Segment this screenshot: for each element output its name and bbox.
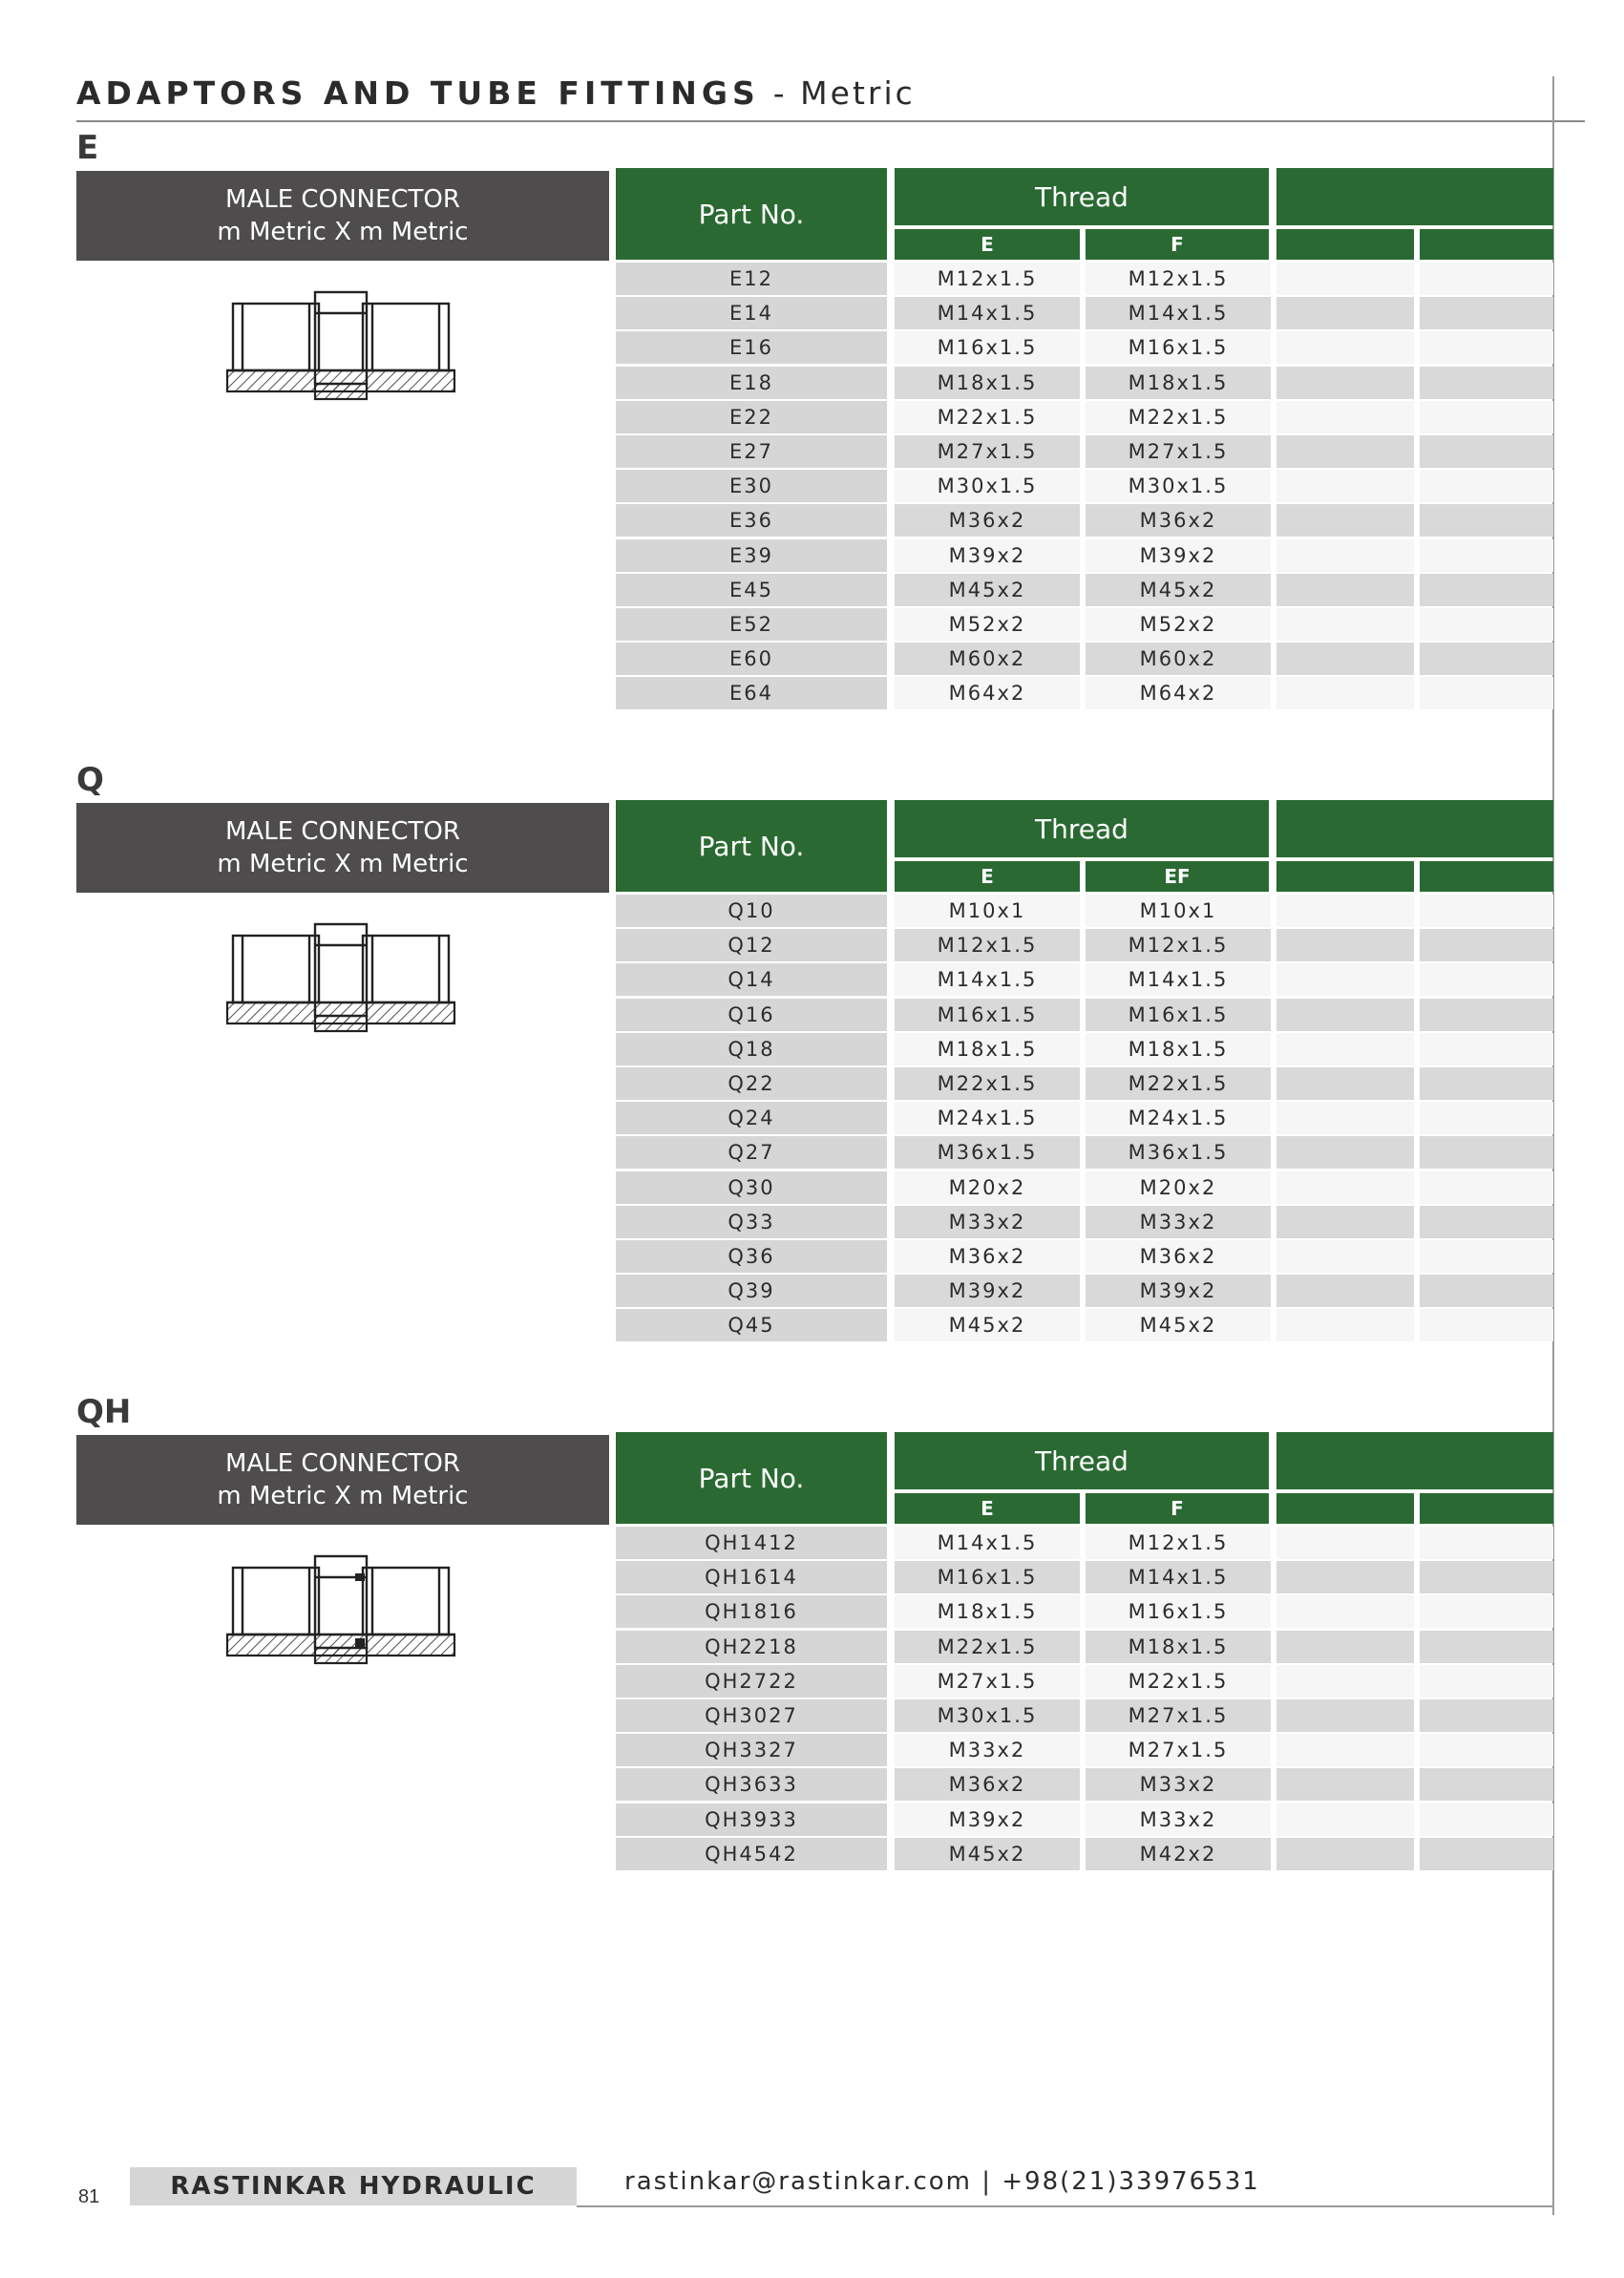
thread-f-cell: M22x1.5	[1086, 1067, 1271, 1100]
empty-cell	[1420, 1206, 1553, 1238]
thread-header: Thread	[895, 1432, 1269, 1489]
thread-f-cell: M24x1.5	[1086, 1102, 1271, 1134]
thread-f-cell: M16x1.5	[1086, 999, 1271, 1031]
empty-cell	[1420, 1631, 1553, 1663]
part-number-cell: QH3027	[616, 1699, 887, 1732]
empty-cell	[1420, 1033, 1553, 1065]
part-number-cell: QH1412	[616, 1527, 887, 1559]
empty-cell	[1420, 929, 1553, 961]
thread-e-cell: M22x1.5	[895, 1067, 1080, 1100]
blank-header	[1276, 800, 1553, 857]
table-row	[616, 677, 1553, 709]
part-number-cell: E18	[616, 367, 887, 399]
blank-subheader	[1420, 1493, 1553, 1524]
thread-f-cell: M14x1.5	[1086, 963, 1271, 996]
thread-col-e-header: E	[895, 1493, 1080, 1524]
empty-cell	[1276, 1561, 1414, 1593]
table-row	[616, 1275, 1553, 1307]
part-number-cell: E16	[616, 331, 887, 364]
thread-e-cell: M33x2	[895, 1206, 1080, 1238]
page-title	[76, 74, 916, 112]
product-description	[76, 803, 609, 893]
table-row	[616, 1665, 1553, 1698]
thread-e-cell: M12x1.5	[895, 263, 1080, 295]
part-number-cell: Q24	[616, 1102, 887, 1134]
thread-f-cell: M30x1.5	[1086, 470, 1271, 502]
part-number-cell: QH2218	[616, 1631, 887, 1663]
empty-cell	[1276, 1171, 1414, 1204]
empty-cell	[1276, 643, 1414, 675]
thread-f-cell: M27x1.5	[1086, 435, 1271, 468]
part-number-cell: E45	[616, 574, 887, 606]
thread-e-cell: M36x2	[895, 504, 1080, 537]
thread-f-cell: M36x1.5	[1086, 1136, 1271, 1169]
part-number-cell: Q39	[616, 1275, 887, 1307]
empty-cell	[1420, 1699, 1553, 1732]
thread-e-cell: M45x2	[895, 1838, 1080, 1870]
empty-cell	[1276, 999, 1414, 1031]
thread-f-cell: M27x1.5	[1086, 1734, 1271, 1766]
thread-col-e-header: E	[895, 861, 1080, 892]
empty-cell	[1276, 331, 1414, 364]
thread-f-cell: M20x2	[1086, 1171, 1271, 1204]
table-row	[616, 963, 1553, 996]
blank-subheader	[1420, 861, 1553, 892]
thread-e-cell: M33x2	[895, 1734, 1080, 1766]
table-row	[616, 895, 1553, 927]
thread-f-cell: M12x1.5	[1086, 1527, 1271, 1559]
empty-cell	[1276, 1136, 1414, 1169]
thread-f-cell: M16x1.5	[1086, 1595, 1271, 1628]
thread-f-cell: M42x2	[1086, 1838, 1271, 1870]
table-row	[616, 1240, 1553, 1273]
table-row	[616, 929, 1553, 961]
empty-cell	[1276, 1033, 1414, 1065]
thread-f-cell: M36x2	[1086, 504, 1271, 537]
part-number-cell: E60	[616, 643, 887, 675]
empty-cell	[1420, 470, 1553, 502]
thread-e-cell: M12x1.5	[895, 929, 1080, 961]
thread-f-cell: M18x1.5	[1086, 1631, 1271, 1663]
part-number-cell: QH3633	[616, 1768, 887, 1801]
empty-cell	[1420, 963, 1553, 996]
part-number-cell: E27	[616, 435, 887, 468]
thread-f-cell: M18x1.5	[1086, 367, 1271, 399]
table-row	[616, 1206, 1553, 1238]
table-row	[616, 1595, 1553, 1628]
thread-f-cell: M12x1.5	[1086, 929, 1271, 961]
table-row	[616, 367, 1553, 399]
thread-f-cell: M10x1	[1086, 895, 1271, 927]
thread-col-f-header: F	[1086, 1493, 1269, 1524]
product-name: MALE CONNECTOR	[225, 1449, 460, 1478]
table-row	[616, 504, 1553, 537]
part-number-cell: Q12	[616, 929, 887, 961]
empty-cell	[1420, 1838, 1553, 1870]
section-code: Q	[76, 761, 104, 799]
empty-cell	[1276, 574, 1414, 606]
part-number-cell: Q30	[616, 1171, 887, 1204]
table-row	[616, 401, 1553, 433]
empty-cell	[1276, 608, 1414, 641]
thread-e-cell: M10x1	[895, 895, 1080, 927]
empty-cell	[1420, 1665, 1553, 1698]
empty-cell	[1420, 1136, 1553, 1169]
thread-e-cell: M16x1.5	[895, 999, 1080, 1031]
empty-cell	[1276, 963, 1414, 996]
empty-cell	[1420, 574, 1553, 606]
blank-subheader	[1420, 229, 1553, 260]
empty-cell	[1276, 367, 1414, 399]
empty-cell	[1276, 470, 1414, 502]
empty-cell	[1276, 401, 1414, 433]
empty-cell	[1276, 1631, 1414, 1663]
empty-cell	[1420, 608, 1553, 641]
thread-f-cell: M45x2	[1086, 574, 1271, 606]
empty-cell	[1420, 1803, 1553, 1836]
empty-cell	[1420, 1561, 1553, 1593]
blank-header	[1276, 168, 1553, 225]
table-row	[616, 1102, 1553, 1134]
table-row	[616, 470, 1553, 502]
empty-cell	[1276, 1527, 1414, 1559]
empty-cell	[1276, 297, 1414, 329]
header-divider	[76, 120, 1585, 122]
table-row	[616, 1734, 1553, 1766]
thread-e-cell: M18x1.5	[895, 367, 1080, 399]
empty-cell	[1276, 1768, 1414, 1801]
thread-f-cell: M22x1.5	[1086, 401, 1271, 433]
part-number-cell: Q10	[616, 895, 887, 927]
product-description	[76, 171, 609, 261]
thread-e-cell: M22x1.5	[895, 1631, 1080, 1663]
part-number-cell: Q22	[616, 1067, 887, 1100]
empty-cell	[1420, 1309, 1553, 1341]
empty-cell	[1276, 435, 1414, 468]
table-row	[616, 1033, 1553, 1065]
thread-e-cell: M64x2	[895, 677, 1080, 709]
table-row	[616, 263, 1553, 295]
empty-cell	[1276, 1240, 1414, 1273]
thread-f-cell: M52x2	[1086, 608, 1271, 641]
empty-cell	[1420, 1240, 1553, 1273]
empty-cell	[1276, 1309, 1414, 1341]
section-code: E	[76, 129, 99, 167]
empty-cell	[1276, 539, 1414, 572]
part-number-cell: E36	[616, 504, 887, 537]
thread-f-cell: M27x1.5	[1086, 1699, 1271, 1732]
blank-subheader	[1276, 1493, 1414, 1524]
thread-f-cell: M12x1.5	[1086, 263, 1271, 295]
table-row	[616, 1838, 1553, 1870]
part-number-cell: QH2722	[616, 1665, 887, 1698]
empty-cell	[1276, 1102, 1414, 1134]
part-number-cell: Q27	[616, 1136, 887, 1169]
empty-cell	[1420, 297, 1553, 329]
thread-f-cell: M33x2	[1086, 1768, 1271, 1801]
thread-e-cell: M18x1.5	[895, 1033, 1080, 1065]
table-row	[616, 297, 1553, 329]
empty-cell	[1276, 1595, 1414, 1628]
product-name: MALE CONNECTOR	[225, 817, 460, 846]
part-number-cell: E22	[616, 401, 887, 433]
empty-cell	[1276, 895, 1414, 927]
thread-f-cell: M33x2	[1086, 1803, 1271, 1836]
fitting-drawing	[221, 275, 460, 409]
thread-e-cell: M14x1.5	[895, 963, 1080, 996]
empty-cell	[1420, 1102, 1553, 1134]
thread-f-cell: M22x1.5	[1086, 1665, 1271, 1698]
thread-e-cell: M22x1.5	[895, 401, 1080, 433]
thread-f-cell: M64x2	[1086, 677, 1271, 709]
empty-cell	[1276, 1734, 1414, 1766]
empty-cell	[1276, 1838, 1414, 1870]
product-spec: m Metric X m Metric	[217, 218, 469, 246]
thread-e-cell: M20x2	[895, 1171, 1080, 1204]
thread-e-cell: M14x1.5	[895, 1527, 1080, 1559]
section-code: QH	[76, 1393, 132, 1431]
part-number-cell: Q16	[616, 999, 887, 1031]
thread-e-cell: M24x1.5	[895, 1102, 1080, 1134]
empty-cell	[1420, 539, 1553, 572]
empty-cell	[1420, 504, 1553, 537]
empty-cell	[1420, 263, 1553, 295]
empty-cell	[1276, 263, 1414, 295]
empty-cell	[1276, 1803, 1414, 1836]
part-number-cell: Q45	[616, 1309, 887, 1341]
empty-cell	[1276, 1206, 1414, 1238]
empty-cell	[1420, 1595, 1553, 1628]
thread-e-cell: M16x1.5	[895, 1561, 1080, 1593]
empty-cell	[1420, 401, 1553, 433]
fitting-drawing	[221, 907, 460, 1041]
empty-cell	[1420, 1734, 1553, 1766]
part-number-cell: QH4542	[616, 1838, 887, 1870]
table-row	[616, 435, 1553, 468]
part-number-cell: Q36	[616, 1240, 887, 1273]
part-number-cell: E14	[616, 297, 887, 329]
part-no-header: Part No.	[616, 1432, 887, 1524]
table-row	[616, 1699, 1553, 1732]
empty-cell	[1276, 929, 1414, 961]
thread-e-cell: M60x2	[895, 643, 1080, 675]
thread-e-cell: M36x2	[895, 1240, 1080, 1273]
table-row	[616, 1803, 1553, 1836]
table-row	[616, 574, 1553, 606]
thread-e-cell: M39x2	[895, 1803, 1080, 1836]
product-name: MALE CONNECTOR	[225, 185, 460, 214]
empty-cell	[1420, 999, 1553, 1031]
footer-contact: rastinkar@rastinkar.com | +98(21)33976531	[624, 2167, 1260, 2196]
thread-f-cell: M33x2	[1086, 1206, 1271, 1238]
empty-cell	[1420, 1275, 1553, 1307]
thread-e-cell: M30x1.5	[895, 1699, 1080, 1732]
table-row	[616, 1631, 1553, 1663]
fitting-drawing	[221, 1539, 460, 1673]
thread-header: Thread	[895, 168, 1269, 225]
empty-cell	[1420, 1171, 1553, 1204]
table-row	[616, 1067, 1553, 1100]
empty-cell	[1420, 895, 1553, 927]
empty-cell	[1420, 435, 1553, 468]
thread-f-cell: M16x1.5	[1086, 331, 1271, 364]
table-row	[616, 539, 1553, 572]
thread-e-cell: M14x1.5	[895, 297, 1080, 329]
thread-header: Thread	[895, 800, 1269, 857]
table-row	[616, 1171, 1553, 1204]
table-row	[616, 1561, 1553, 1593]
thread-f-cell: M14x1.5	[1086, 1561, 1271, 1593]
thread-f-cell: M39x2	[1086, 1275, 1271, 1307]
empty-cell	[1276, 677, 1414, 709]
empty-cell	[1420, 1067, 1553, 1100]
thread-e-cell: M39x2	[895, 539, 1080, 572]
table-row	[616, 1527, 1553, 1559]
footer-brand: RASTINKAR HYDRAULIC	[130, 2167, 577, 2205]
part-number-cell: QH3327	[616, 1734, 887, 1766]
thread-e-cell: M16x1.5	[895, 331, 1080, 364]
page-title-main: ADAPTORS AND TUBE FITTINGS	[76, 74, 760, 112]
thread-col-f-header: F	[1086, 229, 1269, 260]
part-number-cell: E64	[616, 677, 887, 709]
part-number-cell: QH3933	[616, 1803, 887, 1836]
empty-cell	[1276, 1699, 1414, 1732]
thread-f-cell: M36x2	[1086, 1240, 1271, 1273]
empty-cell	[1420, 331, 1553, 364]
thread-e-cell: M45x2	[895, 574, 1080, 606]
thread-e-cell: M39x2	[895, 1275, 1080, 1307]
empty-cell	[1276, 1275, 1414, 1307]
part-number-cell: Q14	[616, 963, 887, 996]
thread-e-cell: M36x2	[895, 1768, 1080, 1801]
thread-e-cell: M36x1.5	[895, 1136, 1080, 1169]
part-number-cell: E52	[616, 608, 887, 641]
thread-e-cell: M27x1.5	[895, 435, 1080, 468]
table-row	[616, 643, 1553, 675]
thread-f-cell: M14x1.5	[1086, 297, 1271, 329]
part-number-cell: E39	[616, 539, 887, 572]
table-row	[616, 331, 1553, 364]
table-row	[616, 1768, 1553, 1801]
part-number-cell: E12	[616, 263, 887, 295]
page-number: 81	[78, 2186, 100, 2207]
empty-cell	[1276, 504, 1414, 537]
empty-cell	[1420, 1527, 1553, 1559]
product-spec: m Metric X m Metric	[217, 850, 469, 878]
thread-col-e-header: E	[895, 229, 1080, 260]
thread-e-cell: M45x2	[895, 1309, 1080, 1341]
empty-cell	[1276, 1067, 1414, 1100]
part-number-cell: QH1816	[616, 1595, 887, 1628]
blank-header	[1276, 1432, 1553, 1489]
product-spec: m Metric X m Metric	[217, 1482, 469, 1510]
table-row	[616, 608, 1553, 641]
empty-cell	[1276, 1665, 1414, 1698]
page-title-subtitle: - Metric	[772, 74, 916, 112]
thread-e-cell: M30x1.5	[895, 470, 1080, 502]
thread-f-cell: M45x2	[1086, 1309, 1271, 1341]
part-number-cell: Q18	[616, 1033, 887, 1065]
thread-f-cell: M39x2	[1086, 539, 1271, 572]
thread-col-f-header: EF	[1086, 861, 1269, 892]
part-no-header: Part No.	[616, 168, 887, 260]
thread-e-cell: M18x1.5	[895, 1595, 1080, 1628]
blank-subheader	[1276, 229, 1414, 260]
empty-cell	[1420, 677, 1553, 709]
empty-cell	[1420, 643, 1553, 675]
part-number-cell: Q33	[616, 1206, 887, 1238]
footer-divider	[577, 2205, 1554, 2207]
blank-subheader	[1276, 861, 1414, 892]
table-row	[616, 999, 1553, 1031]
part-number-cell: E30	[616, 470, 887, 502]
thread-f-cell: M60x2	[1086, 643, 1271, 675]
empty-cell	[1420, 1768, 1553, 1801]
empty-cell	[1420, 367, 1553, 399]
part-no-header: Part No.	[616, 800, 887, 892]
table-row	[616, 1309, 1553, 1341]
part-number-cell: QH1614	[616, 1561, 887, 1593]
thread-e-cell: M27x1.5	[895, 1665, 1080, 1698]
table-row	[616, 1136, 1553, 1169]
product-description	[76, 1435, 609, 1525]
thread-f-cell: M18x1.5	[1086, 1033, 1271, 1065]
thread-e-cell: M52x2	[895, 608, 1080, 641]
